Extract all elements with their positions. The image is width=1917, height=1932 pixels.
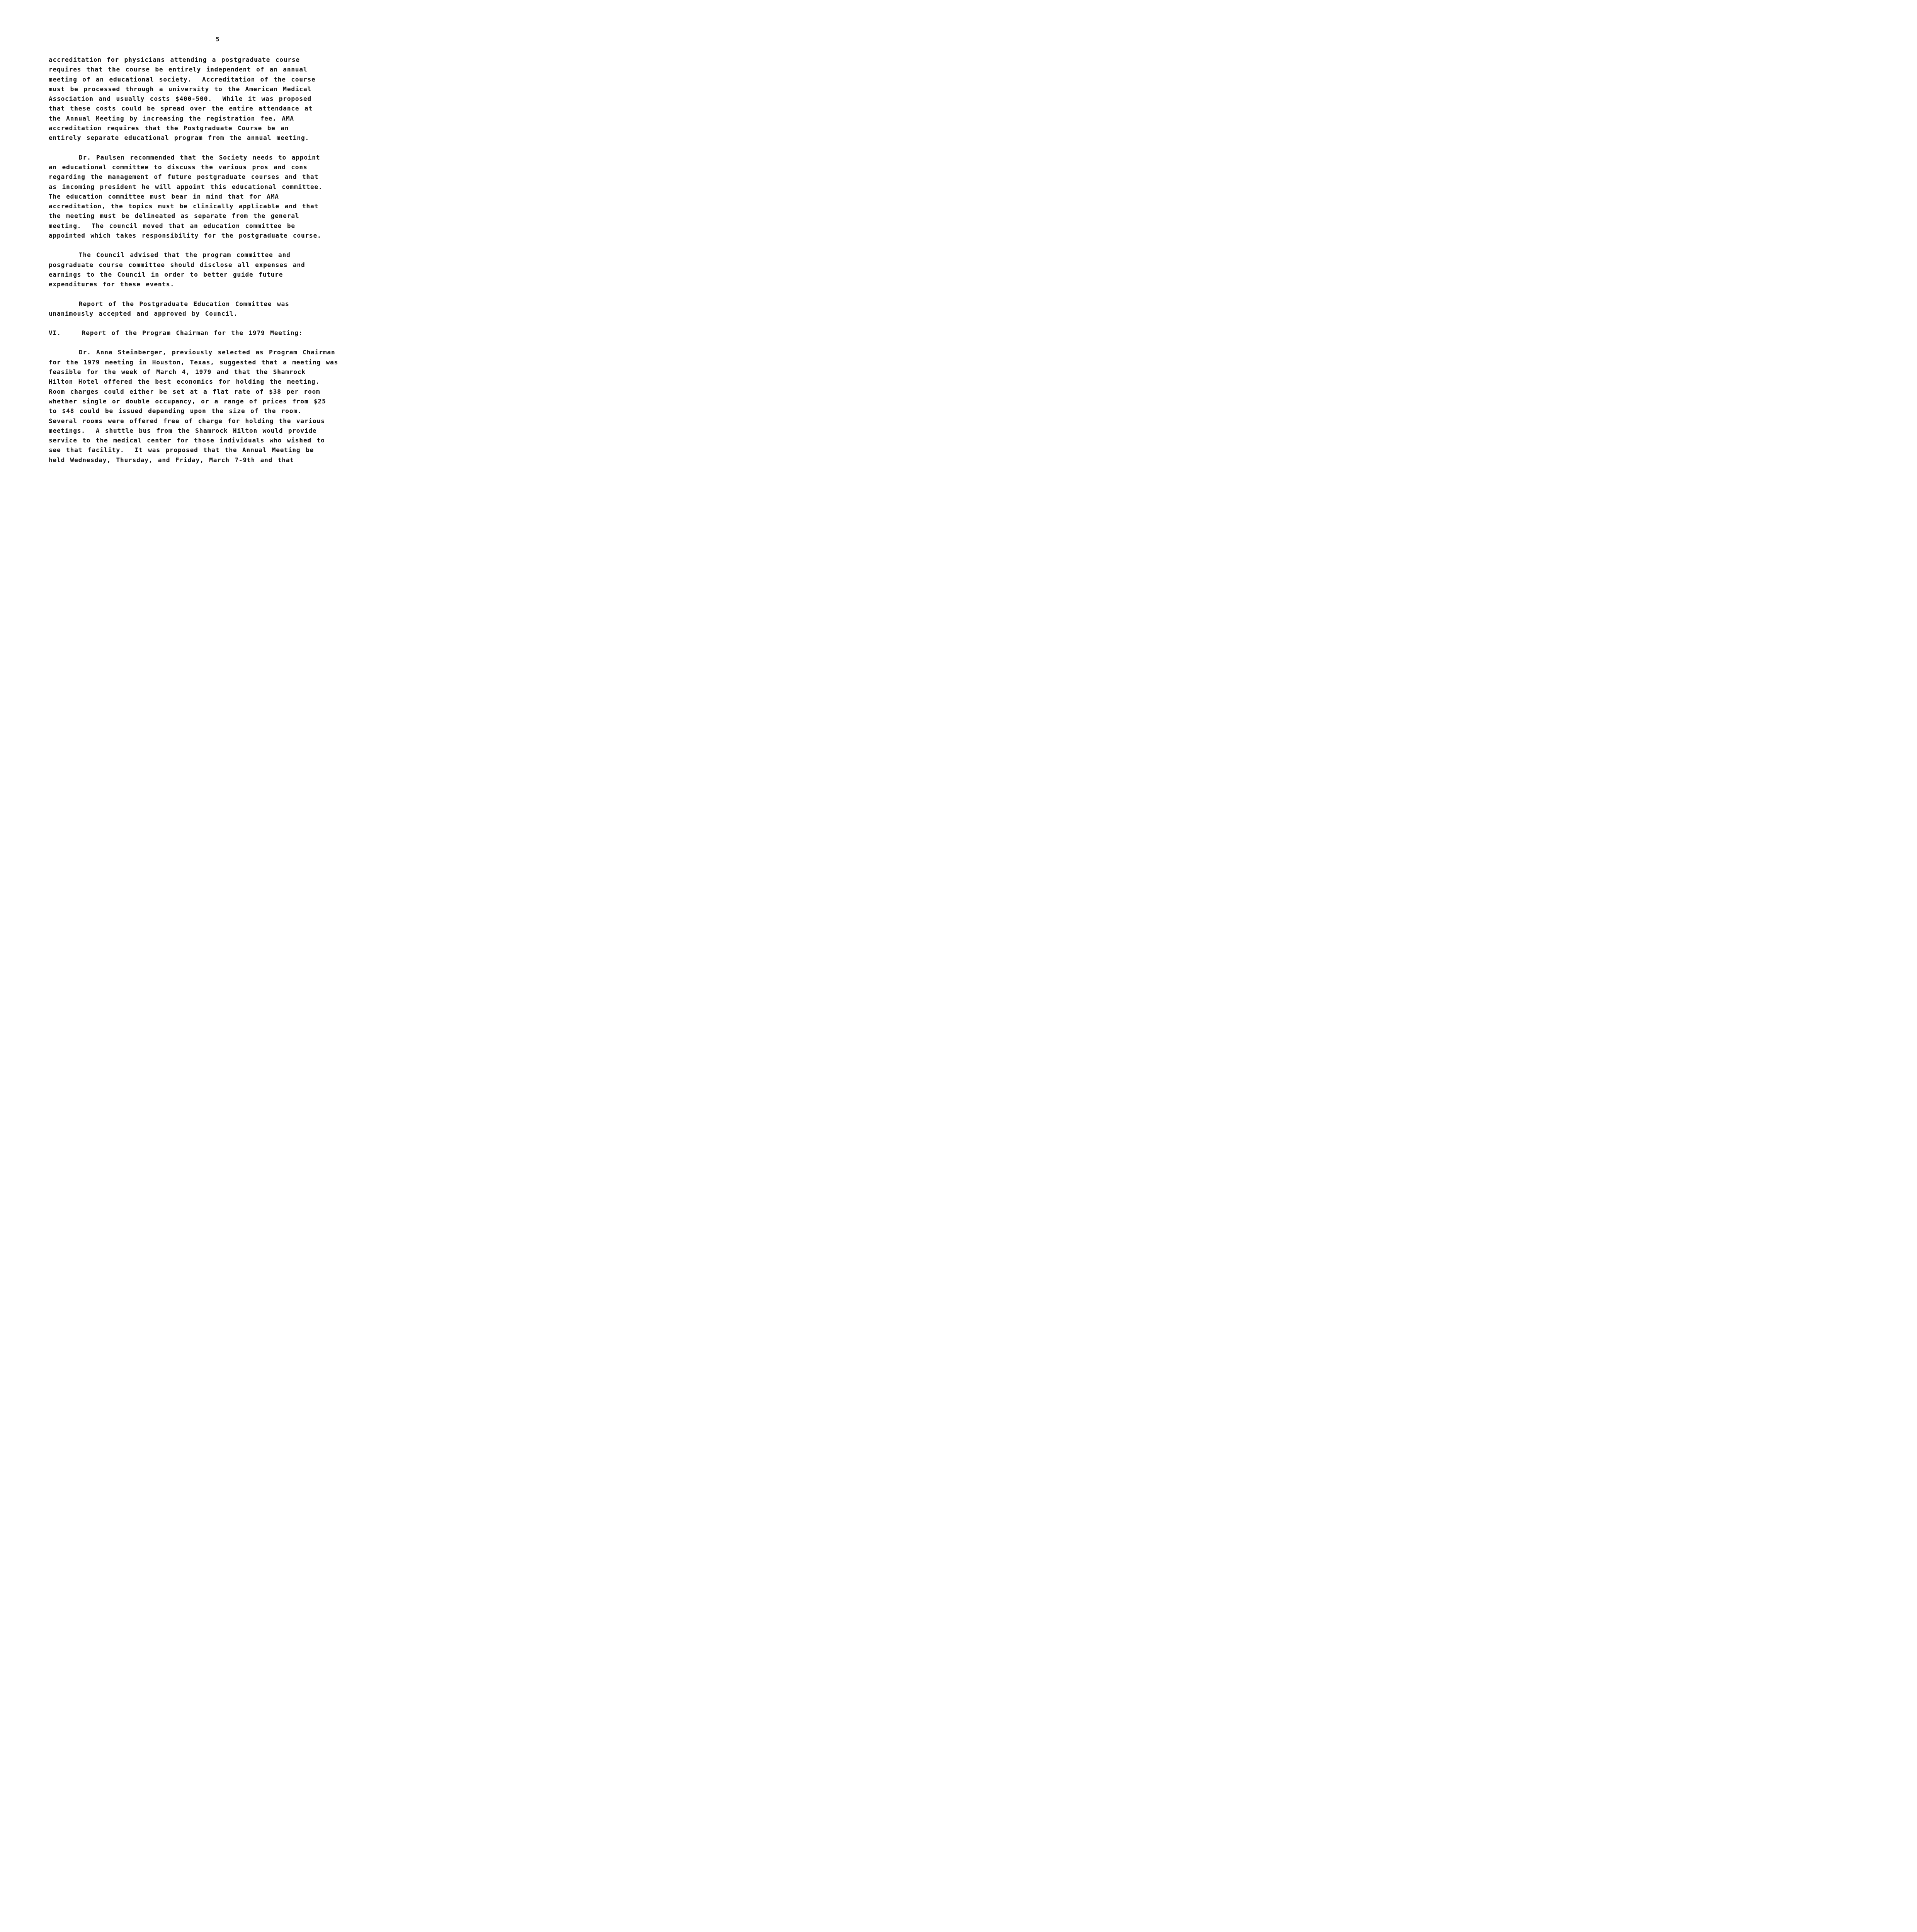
paragraph bbox=[49, 250, 408, 289]
paragraph bbox=[49, 55, 408, 143]
text-line: unanimously accepted and approved by Council. bbox=[49, 310, 238, 317]
text-line: Dr. Anna Steinberger, previously selected as Program Chairman bbox=[79, 349, 335, 356]
paragraph bbox=[49, 328, 408, 338]
paragraph bbox=[49, 153, 408, 241]
paragraph bbox=[49, 299, 408, 319]
text-line: meeting of an educational society. Accreditation of the course bbox=[49, 75, 316, 83]
text-line: see that facility. It was proposed that the Annual Meeting be bbox=[49, 446, 314, 454]
text-line: the Annual Meeting by increasing the registration fee, AMA bbox=[49, 114, 294, 122]
text-line: Several rooms were offered free of charge for holding the various bbox=[49, 417, 325, 425]
text-line: expenditures for these events. bbox=[49, 281, 174, 288]
text-line: The education committee must bear in mind that for AMA bbox=[49, 192, 279, 200]
text-line: the meeting must be delineated as separate from the general bbox=[49, 212, 299, 220]
text-line: posgraduate course committee should disclose all expenses and bbox=[49, 261, 305, 269]
text-line: accreditation for physicians attending a postgraduate course bbox=[49, 56, 300, 63]
text-line: that these costs could be spread over the entire attendance at bbox=[49, 105, 313, 112]
text-line: regarding the management of future postgraduate courses and that bbox=[49, 173, 319, 181]
text-line: as incoming president he will appoint this educational committee. bbox=[49, 183, 323, 190]
text-line: Hilton Hotel offered the best economics for holding the meeting. bbox=[49, 378, 320, 386]
text-line: accreditation, the topics must be clinically applicable and that bbox=[49, 202, 319, 210]
document-body bbox=[49, 55, 408, 474]
text-line: feasible for the week of March 4, 1979 and that the Shamrock bbox=[49, 368, 306, 376]
text-line: Report of the Postgraduate Education Committee was bbox=[79, 300, 289, 308]
text-line: an educational committee to discuss the various pros and cons bbox=[49, 163, 308, 171]
page-number: 5 bbox=[216, 36, 219, 43]
text-line: Dr. Paulsen recommended that the Society needs to appoint bbox=[79, 153, 320, 161]
text-line: appointed which takes responsibility for the postgraduate course. bbox=[49, 232, 321, 240]
text-line: held Wednesday, Thursday, and Friday, March 7-9th and that bbox=[49, 456, 294, 464]
text-line: to $48 could be issued depending upon the size of the room. bbox=[49, 407, 302, 415]
text-line: earnings to the Council in order to better guide future bbox=[49, 270, 283, 278]
text-line: must be processed through a university to the American Medical bbox=[49, 85, 312, 93]
text-line: meeting. The council moved that an education committee be bbox=[49, 222, 295, 230]
paragraph bbox=[49, 347, 408, 465]
text-line: whether single or double occupancy, or a range of prices from $25 bbox=[49, 397, 326, 405]
text-line: requires that the course be entirely independent of an annual bbox=[49, 66, 308, 73]
text-line: meetings. A shuttle bus from the Shamrock Hilton would provide bbox=[49, 427, 317, 434]
text-line: Room charges could either be set at a flat rate of $38 per room bbox=[49, 388, 320, 395]
document-page bbox=[0, 0, 428, 606]
text-line: service to the medical center for those individuals who wished to bbox=[49, 437, 325, 444]
text-line: The Council advised that the program committee and bbox=[79, 251, 291, 259]
text-line: VI. Report of the Program Chairman for the 1979 Meeting: bbox=[49, 329, 303, 337]
text-line: entirely separate educational program from the annual meeting. bbox=[49, 134, 310, 142]
text-line: accreditation requires that the Postgraduate Course be an bbox=[49, 124, 289, 132]
text-line: for the 1979 meeting in Houston, Texas, suggested that a meeting was bbox=[49, 358, 338, 366]
text-line: Association and usually costs $400-500. While it was proposed bbox=[49, 95, 312, 103]
